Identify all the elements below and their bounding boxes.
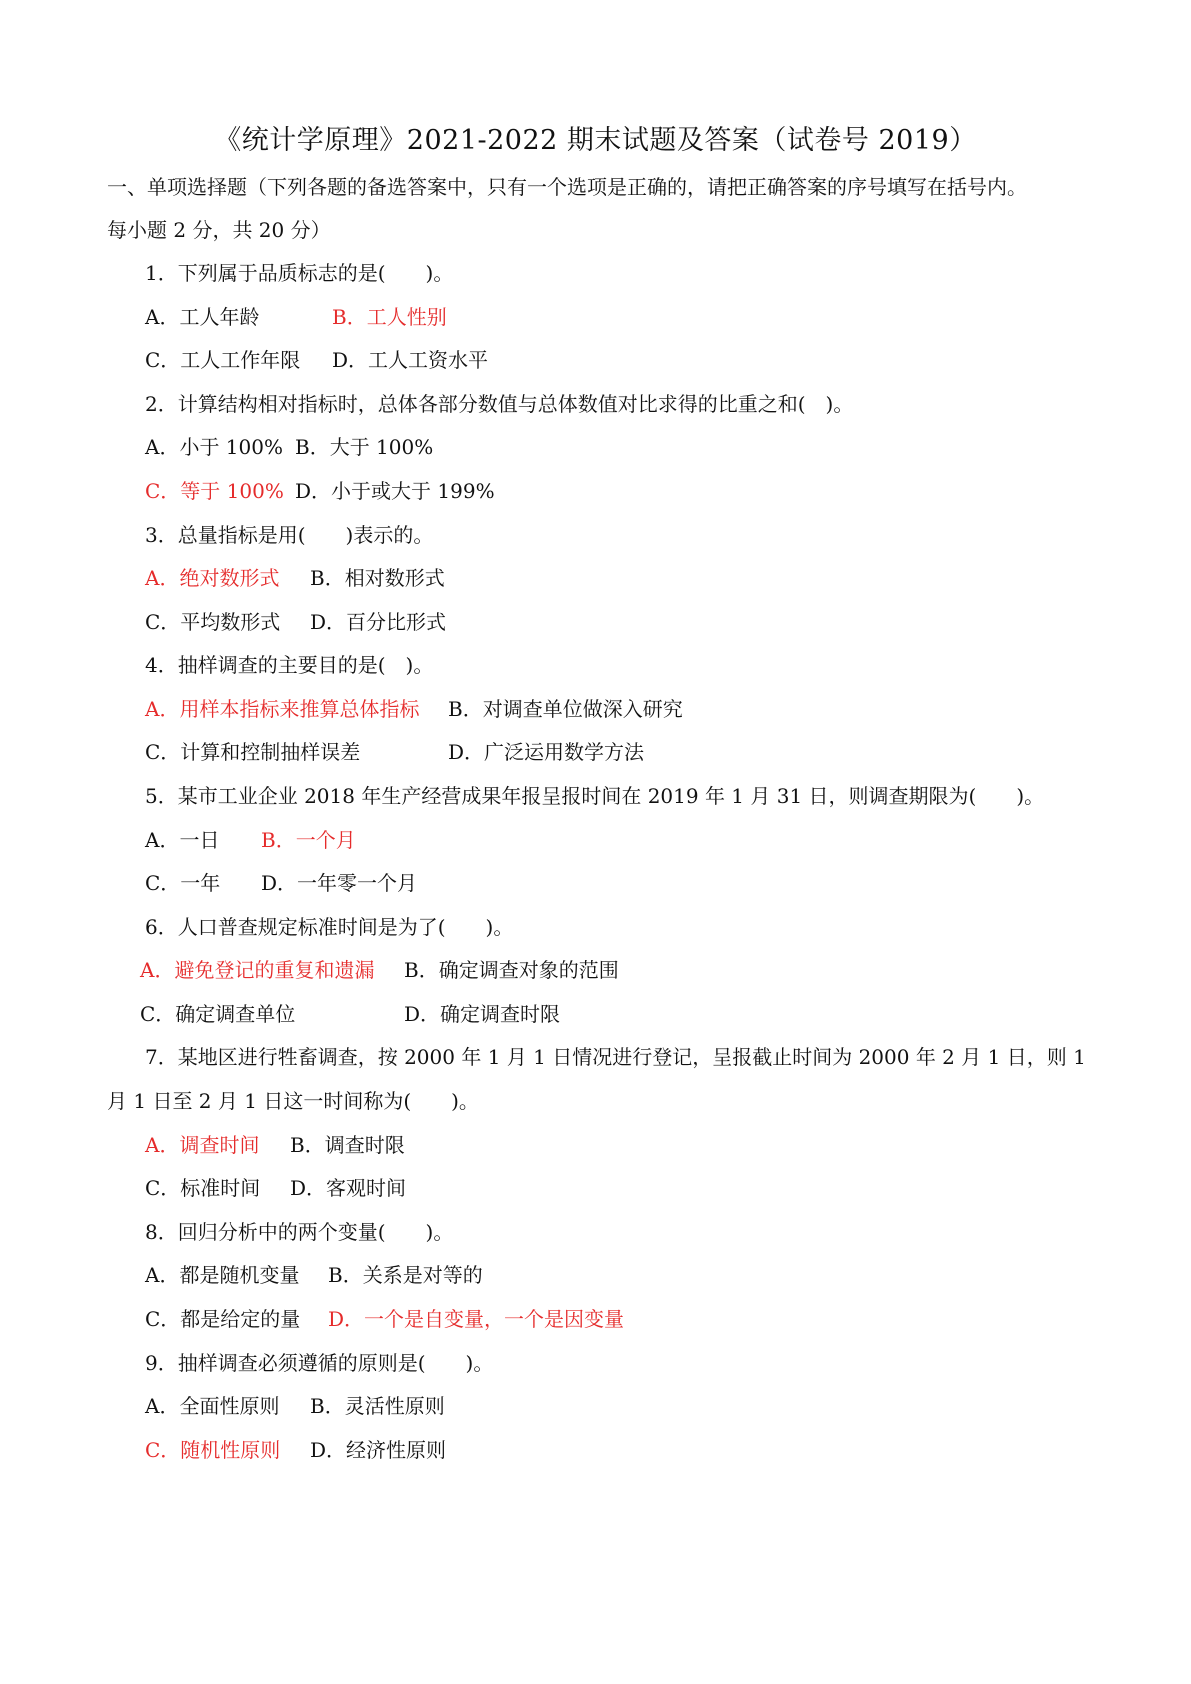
q7-stem-line1: 7．某地区进行牲畜调查，按 2000 年 1 月 1 日情况进行登记，呈报截止时间为 2000 年 2 月 1 日，则 1: [145, 1045, 1086, 1069]
q2-option-b: B．大于 100%: [295, 435, 434, 459]
q7-option-d: D．客观时间: [290, 1176, 407, 1200]
q1-option-a: A．工人年龄: [145, 305, 260, 329]
q3-option-d: D．百分比形式: [310, 610, 447, 634]
q3-stem: 3．总量指标是用( )表示的。: [145, 523, 434, 547]
q1-stem: 1．下列属于品质标志的是( )。: [145, 261, 454, 285]
q9-option-c-answer: C．随机性原则: [145, 1438, 281, 1462]
q6-option-a-answer: A．避免登记的重复和遗漏: [140, 958, 375, 982]
q2-stem: 2．计算结构相对指标时，总体各部分数值与总体数值对比求得的比重之和( )。: [145, 392, 854, 416]
q4-option-d: D．广泛运用数学方法: [448, 740, 645, 764]
q1-option-c: C．工人工作年限: [145, 348, 301, 372]
q5-option-c: C．一年: [145, 871, 221, 895]
q6-option-b: B．确定调查对象的范围: [404, 958, 619, 982]
q5-stem: 5．某市工业企业 2018 年生产经营成果年报呈报时间在 2019 年 1 月 31 日，则调查期限为( )。: [145, 784, 1045, 808]
section-intro-line2: 每小题 2 分，共 20 分）: [107, 218, 331, 242]
q9-option-d: D．经济性原则: [310, 1438, 447, 1462]
q8-option-d-answer: D．一个是自变量，一个是因变量: [328, 1307, 625, 1331]
q4-option-c: C．计算和控制抽样误差: [145, 740, 361, 764]
q3-option-a-answer: A．绝对数形式: [145, 566, 280, 590]
q7-stem-line2: 月 1 日至 2 月 1 日这一时间称为( )。: [107, 1089, 479, 1113]
q2-option-c-answer: C．等于 100%: [145, 479, 284, 503]
q2-option-a: A．小于 100%: [145, 435, 283, 459]
q9-option-b: B．灵活性原则: [310, 1394, 445, 1418]
q9-stem: 9．抽样调查必须遵循的原则是( )。: [145, 1351, 494, 1375]
q4-option-b: B．对调查单位做深入研究: [448, 697, 683, 721]
q1-option-d: D．工人工资水平: [332, 348, 489, 372]
q2-option-d: D．小于或大于 199%: [295, 479, 495, 503]
q3-option-c: C．平均数形式: [145, 610, 281, 634]
q7-option-a-answer: A．调查时间: [145, 1133, 260, 1157]
q1-option-b-answer: B．工人性别: [332, 305, 447, 329]
q5-option-a: A．一日: [145, 828, 220, 852]
q4-option-a-answer: A．用样本指标来推算总体指标: [145, 697, 420, 721]
q9-option-a: A．全面性原则: [145, 1394, 280, 1418]
q7-option-b: B．调查时限: [290, 1133, 405, 1157]
q5-option-d: D．一年零一个月: [261, 871, 418, 895]
q6-option-d: D．确定调查时限: [404, 1002, 561, 1026]
q8-option-b: B．关系是对等的: [328, 1263, 483, 1287]
q8-option-c: C．都是给定的量: [145, 1307, 301, 1331]
page-title: 《统计学原理》2021-2022 期末试题及答案（试卷号 2019）: [214, 125, 977, 156]
q8-option-a: A．都是随机变量: [145, 1263, 300, 1287]
q8-stem: 8．回归分析中的两个变量( )。: [145, 1220, 454, 1244]
q6-stem: 6．人口普查规定标准时间是为了( )。: [145, 915, 514, 939]
q5-option-b-answer: B．一个月: [261, 828, 356, 852]
section-intro-line1: 一、单项选择题（下列各题的备选答案中，只有一个选项是正确的，请把正确答案的序号填写在括号内。: [107, 175, 1027, 199]
q6-option-c: C．确定调查单位: [140, 1002, 296, 1026]
q7-option-c: C．标准时间: [145, 1176, 261, 1200]
q3-option-b: B．相对数形式: [310, 566, 445, 590]
q4-stem: 4．抽样调查的主要目的是( )。: [145, 653, 434, 677]
